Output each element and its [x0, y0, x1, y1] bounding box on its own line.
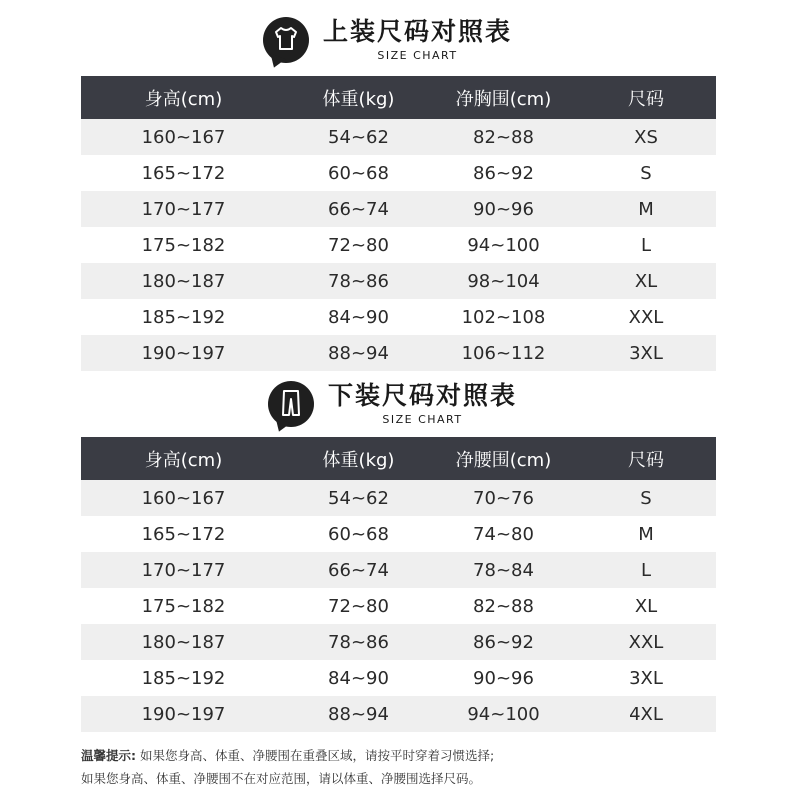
bottom-subtitle: SIZE CHART	[382, 413, 463, 426]
cell-weight: 60~68	[328, 523, 389, 545]
table-row	[81, 480, 716, 516]
cell-waist: 78~84	[431, 552, 576, 588]
cell-chest: 98~104	[431, 263, 576, 299]
cell-waist: 82~88	[473, 595, 534, 617]
cell-size: XL	[576, 263, 716, 299]
cell-size: 4XL	[576, 696, 716, 732]
note-line-1	[81, 744, 494, 767]
table-header-row	[81, 76, 716, 119]
tshirt-icon	[263, 17, 309, 63]
table-row	[81, 516, 716, 552]
note-label: 温馨提示:	[81, 748, 136, 763]
cell-weight: 60~68	[328, 162, 389, 184]
cell-chest: 106~112	[431, 335, 576, 371]
header-weight: 体重(kg)	[286, 76, 431, 119]
cell-waist: 70~76	[431, 480, 576, 516]
header-weight: 体重(kg)	[286, 437, 431, 480]
cell-weight: 66~74	[286, 552, 431, 588]
header-waist: 净腰围(cm)	[431, 437, 576, 480]
size-tip-note	[81, 744, 494, 790]
cell-height: 190~197	[81, 696, 286, 732]
cell-weight: 66~74	[286, 191, 431, 227]
cell-waist: 94~100	[431, 696, 576, 732]
cell-size: L	[640, 234, 652, 256]
table-row	[81, 191, 716, 227]
table-row	[81, 299, 716, 335]
header-size: 尺码	[576, 76, 716, 119]
cell-size: XXL	[628, 306, 664, 328]
cell-height: 160~167	[81, 119, 286, 155]
top-title-block	[263, 17, 512, 63]
cell-height: 170~177	[81, 552, 286, 588]
cell-size: M	[638, 523, 654, 545]
cell-waist: 86~92	[431, 624, 576, 660]
cell-weight: 78~86	[286, 263, 431, 299]
cell-height: 170~177	[81, 191, 286, 227]
cell-weight: 54~62	[286, 119, 431, 155]
cell-height: 185~192	[141, 306, 226, 328]
cell-height: 180~187	[81, 263, 286, 299]
cell-size: XXL	[576, 624, 716, 660]
table-row	[81, 119, 716, 155]
bottom-title-block	[268, 381, 517, 427]
cell-waist: 74~80	[473, 523, 534, 545]
cell-waist: 90~96	[473, 667, 534, 689]
header-chest: 净胸围(cm)	[431, 76, 576, 119]
cell-size: 3XL	[576, 335, 716, 371]
top-subtitle: SIZE CHART	[377, 49, 458, 62]
table-row	[81, 624, 716, 660]
cell-size: S	[640, 162, 652, 184]
pants-icon	[268, 381, 314, 427]
top-title: 上装尺码对照表	[323, 17, 513, 46]
cell-chest: 86~92	[473, 162, 534, 184]
cell-weight: 72~80	[328, 234, 389, 256]
cell-chest: 90~96	[431, 191, 576, 227]
cell-size: 3XL	[629, 667, 663, 689]
cell-height: 190~197	[81, 335, 286, 371]
table-row	[81, 335, 716, 371]
cell-height: 165~172	[141, 523, 226, 545]
cell-height: 175~182	[141, 595, 226, 617]
table-row	[81, 227, 716, 263]
cell-weight: 78~86	[286, 624, 431, 660]
cell-height: 175~182	[141, 234, 226, 256]
table-row	[81, 552, 716, 588]
cell-weight: 84~90	[328, 667, 389, 689]
cell-size: L	[576, 552, 716, 588]
note-text-2: 如果您身高、体重、净腰围不在对应范围，请以体重、净腰围选择尺码。	[81, 771, 482, 786]
header-height: 身高(cm)	[81, 76, 286, 119]
cell-size: M	[576, 191, 716, 227]
bottom-size-table	[81, 437, 716, 732]
cell-size: XS	[576, 119, 716, 155]
cell-weight: 84~90	[328, 306, 389, 328]
cell-chest: 82~88	[431, 119, 576, 155]
cell-size: XL	[634, 595, 658, 617]
table-header-row	[81, 437, 716, 480]
table-row	[81, 660, 716, 696]
cell-height: 160~167	[81, 480, 286, 516]
cell-weight: 54~62	[286, 480, 431, 516]
table-row	[81, 696, 716, 732]
cell-weight: 72~80	[328, 595, 389, 617]
cell-chest: 94~100	[467, 234, 540, 256]
cell-size: S	[576, 480, 716, 516]
cell-weight: 88~94	[286, 335, 431, 371]
top-size-table	[81, 76, 716, 371]
cell-chest: 102~108	[461, 306, 546, 328]
header-height: 身高(cm)	[81, 437, 286, 480]
cell-height: 185~192	[141, 667, 226, 689]
cell-height: 180~187	[81, 624, 286, 660]
note-text-1: 如果您身高、体重、净腰围在重叠区域，请按平时穿着习惯选择;	[139, 748, 495, 763]
cell-height: 165~172	[141, 162, 226, 184]
table-row	[81, 155, 716, 191]
bottom-title: 下装尺码对照表	[328, 381, 518, 410]
header-size: 尺码	[576, 437, 716, 480]
table-row	[81, 588, 716, 624]
cell-weight: 88~94	[286, 696, 431, 732]
table-row	[81, 263, 716, 299]
